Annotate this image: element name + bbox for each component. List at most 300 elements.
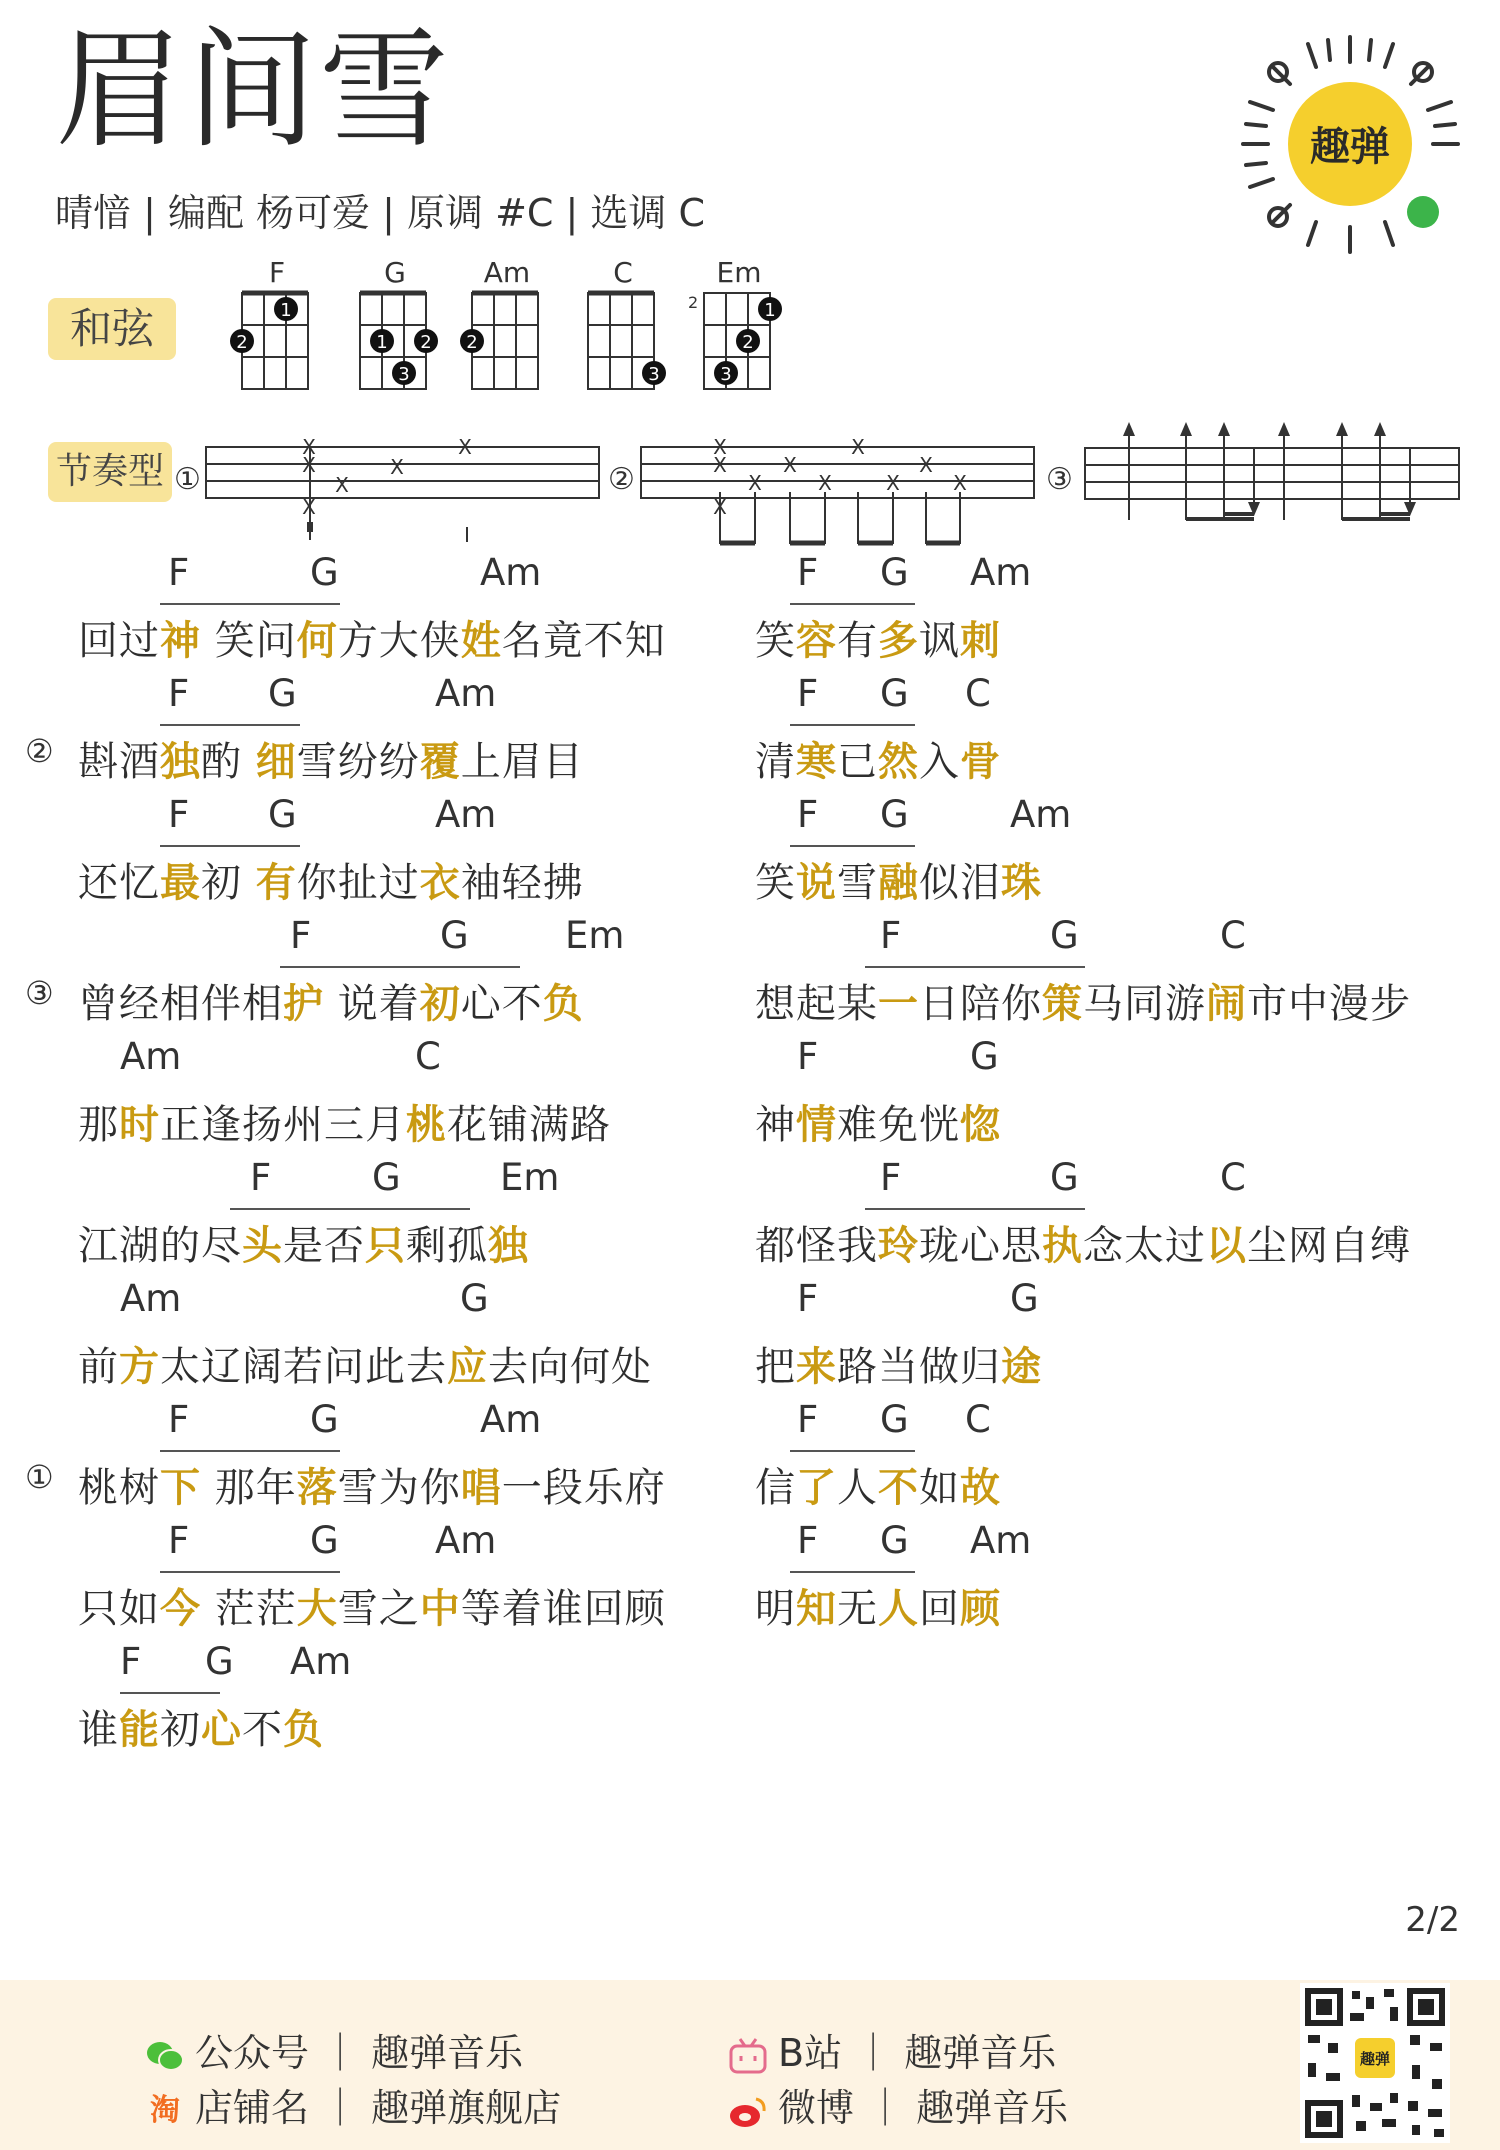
lyric-text [78, 1456, 666, 1513]
lyric-segment: 方大侠 [337, 618, 461, 664]
chord-diagram-f [222, 258, 332, 398]
chord-label: Am [120, 1277, 182, 1320]
lyric-accent: 珠 [1001, 860, 1042, 906]
chord-underline [865, 1208, 1085, 1210]
lyric-segment: 尘网自缚 [1247, 1223, 1411, 1269]
lyric-accent: 细 [255, 739, 297, 785]
chord-row [0, 1029, 720, 1085]
lyrics-column-right [755, 545, 1500, 1634]
lyric-accent: 惚 [960, 1102, 1001, 1148]
lyric-segment: 曾经相伴相 [78, 981, 283, 1027]
lyric-line [0, 908, 720, 1029]
chord-label: G [880, 551, 909, 594]
chord-label: F [797, 1035, 819, 1078]
chord-underline [790, 1450, 915, 1452]
lyric-accent: 最 [160, 860, 201, 906]
lyric-line [0, 787, 720, 908]
lyric-line [0, 1271, 720, 1392]
svg-text:2: 2 [466, 332, 478, 353]
chord-underline [160, 845, 300, 847]
chord-row [755, 787, 1500, 843]
chord-underline [160, 724, 300, 726]
lyric-segment: 桃树 [78, 1465, 160, 1511]
lyric-accent: 独 [160, 739, 201, 785]
lyric-line [755, 1392, 1500, 1513]
lyric-segment: 难免恍 [837, 1102, 960, 1148]
lyric-segment: 正逢扬州三月 [160, 1102, 406, 1148]
svg-text:X: X [335, 473, 349, 497]
lyric-accent: 有 [255, 860, 297, 906]
lyric-segment: 把 [755, 1344, 796, 1390]
chord-label: Am [970, 1519, 1032, 1562]
chord-underline [160, 1571, 340, 1573]
svg-text:X: X [713, 435, 727, 459]
lyric-accent: 负 [542, 981, 584, 1027]
lyric-accent: 只 [365, 1223, 406, 1269]
lyric-text [78, 1214, 529, 1271]
svg-text:趣弹: 趣弹 [1310, 124, 1390, 170]
lyric-segment: 那 [78, 1102, 119, 1148]
lyric-accent: 下 [160, 1465, 201, 1511]
lyric-text [755, 609, 1001, 666]
svg-text:3: 3 [648, 364, 660, 385]
lyric-accent: 闹 [1206, 981, 1247, 1027]
lyric-segment: 是否 [283, 1223, 365, 1269]
footer-weibo: 微博 ｜ 趣弹音乐 [728, 2077, 1068, 2132]
lyric-segment: 雪为你 [337, 1465, 461, 1511]
chord-label: Am [480, 551, 542, 594]
lyric-accent: 了 [796, 1465, 837, 1511]
chord-label: G [880, 793, 909, 836]
chord-row [755, 1271, 1500, 1327]
footer-shop: 淘 店铺名 ｜ 趣弹旗舰店 [145, 2077, 561, 2132]
chord-label: F [120, 1640, 142, 1683]
page-number: 2/2 [1405, 1900, 1460, 1940]
chord-row [0, 908, 720, 964]
lyric-text [78, 1698, 324, 1755]
chord-label: G [970, 1035, 999, 1078]
svg-text:X: X [851, 435, 865, 459]
lyric-segment: 明 [755, 1586, 796, 1632]
lyric-line [0, 1150, 720, 1271]
lyric-segment: 袖轻拂 [460, 860, 584, 906]
rhythm-pattern-3 [1084, 420, 1460, 534]
footer-wechat: 公众号 ｜ 趣弹音乐 [145, 2022, 523, 2077]
lyric-segment: 初 [160, 1707, 201, 1753]
lyric-line [0, 545, 720, 666]
svg-text:X: X [302, 495, 316, 519]
chord-label: Am [1010, 793, 1072, 836]
lyric-line [755, 1271, 1500, 1392]
chord-label: F [797, 1519, 819, 1562]
chord-label: G [880, 1519, 909, 1562]
chord-diagram-em [684, 258, 794, 398]
lyric-accent: 故 [960, 1465, 1001, 1511]
lyric-text [78, 730, 584, 787]
chord-label: C [965, 672, 991, 715]
section-marker: ① [25, 1458, 54, 1496]
song-meta: 晴愔 | 编配 杨可爱 | 原调 #C | 选调 C [55, 191, 706, 235]
chord-label: Am [435, 1519, 497, 1562]
chord-diagram-c [568, 258, 678, 398]
rhythm-badge: 节奏型 [48, 442, 172, 502]
lyric-accent: 人 [878, 1586, 919, 1632]
chords-badge: 和弦 [48, 298, 176, 360]
lyric-accent: 骨 [960, 739, 1001, 785]
svg-text:2: 2 [420, 332, 432, 353]
chord-underline [160, 1450, 340, 1452]
lyric-accent: 以 [1206, 1223, 1247, 1269]
chord-row [0, 666, 720, 722]
lyric-segment: 酌 [201, 739, 256, 785]
lyric-accent: 桃 [406, 1102, 447, 1148]
chord-row [0, 787, 720, 843]
song-title: 眉间雪 [55, 14, 452, 166]
chord-underline [230, 1208, 470, 1210]
lyric-accent: 护 [283, 981, 324, 1027]
chord-row [755, 1150, 1500, 1206]
lyric-text [755, 972, 1411, 1029]
lyric-segment: 回 [919, 1586, 960, 1632]
section-marker: ③ [25, 974, 54, 1012]
lyric-accent: 途 [1001, 1344, 1042, 1390]
footer-qr-code [1300, 1983, 1450, 2143]
lyric-segment: 神 [755, 1102, 796, 1148]
lyric-accent: 多 [878, 618, 919, 664]
svg-text:X: X [713, 495, 727, 519]
chord-row [0, 545, 720, 601]
chord-label: G [310, 1519, 339, 1562]
lyric-segment: 入 [919, 739, 960, 785]
lyric-segment: 去向何处 [488, 1344, 652, 1390]
chord-label: C [1220, 914, 1246, 957]
chord-diagram-name: Em [716, 256, 762, 289]
lyric-accent: 方 [119, 1344, 160, 1390]
lyric-accent: 说 [796, 860, 837, 906]
chord-label: G [460, 1277, 489, 1320]
lyric-accent: 容 [796, 618, 837, 664]
rhythm-number-1: ① [174, 462, 201, 497]
chord-row [0, 1513, 720, 1569]
lyric-segment: 等着谁回顾 [460, 1586, 666, 1632]
lyric-segment: 如 [919, 1465, 960, 1511]
lyric-text [755, 1456, 1001, 1513]
lyric-text [755, 1577, 1001, 1634]
lyric-text [78, 1093, 611, 1150]
chord-label: F [797, 793, 819, 836]
chord-label: F [168, 672, 190, 715]
lyric-segment: 斟酒 [78, 739, 160, 785]
chord-label: Em [500, 1156, 560, 1199]
chord-label: Am [435, 672, 497, 715]
qr-logo-text: 趣弹 [1359, 2050, 1391, 2068]
chord-label: C [1220, 1156, 1246, 1199]
lyric-text [78, 851, 584, 908]
miniprogram-qr-code [1238, 32, 1463, 257]
chord-label: G [268, 793, 297, 836]
lyric-segment: 说着 [324, 981, 420, 1027]
lyric-text [755, 1214, 1411, 1271]
chord-label: C [965, 1398, 991, 1441]
lyric-segment: 一段乐府 [501, 1465, 666, 1511]
chord-label: G [440, 914, 469, 957]
chord-label: F [168, 551, 190, 594]
chord-row [755, 908, 1500, 964]
chord-diagram-am [452, 258, 562, 398]
lyric-text [78, 609, 666, 666]
lyric-segment: 雪之 [337, 1586, 420, 1632]
lyric-segment: 心不 [460, 981, 543, 1027]
lyric-accent: 一 [878, 981, 919, 1027]
svg-text:2: 2 [236, 332, 248, 353]
chord-diagram-g [340, 258, 450, 398]
wechat-icon [145, 2036, 185, 2076]
chord-label: Em [565, 914, 625, 957]
lyric-text [755, 730, 1001, 787]
chord-underline [790, 1571, 915, 1573]
svg-text:1: 1 [764, 300, 776, 321]
lyric-segment: 都怪我 [755, 1223, 878, 1269]
lyric-segment: 想起某 [755, 981, 878, 1027]
chord-row [0, 1634, 720, 1690]
svg-text:X: X [458, 435, 472, 459]
lyric-segment: 笑问 [201, 618, 297, 664]
lyric-segment: 笑 [755, 860, 796, 906]
chord-underline [865, 966, 1085, 968]
chord-label: F [880, 914, 902, 957]
lyric-segment: 那年 [201, 1465, 297, 1511]
svg-text:X: X [390, 455, 404, 479]
chord-label: F [168, 1398, 190, 1441]
chord-underline [790, 724, 915, 726]
lyric-accent: 姓 [460, 618, 502, 664]
lyric-segment: 你扯过 [296, 860, 420, 906]
lyric-accent: 知 [796, 1586, 837, 1632]
svg-text:X: X [886, 471, 900, 495]
rhythm-pattern-1 [205, 432, 600, 556]
lyric-segment: 信 [755, 1465, 796, 1511]
chord-row [755, 1513, 1500, 1569]
lyric-segment: 还忆 [78, 860, 160, 906]
lyric-line [0, 1513, 720, 1634]
chord-label: G [205, 1640, 234, 1683]
chord-label: Am [480, 1398, 542, 1441]
chord-underline [120, 1692, 220, 1694]
lyric-text [78, 1335, 652, 1392]
footer-bilibili: B站 ｜ 趣弹音乐 [728, 2022, 1056, 2077]
lyric-accent: 刺 [960, 618, 1001, 664]
svg-text:X: X [818, 471, 832, 495]
lyric-segment: 笑 [755, 618, 796, 664]
lyric-accent: 应 [447, 1344, 488, 1390]
lyric-accent: 能 [119, 1707, 160, 1753]
chord-label: Am [120, 1035, 182, 1078]
chord-label: F [880, 1156, 902, 1199]
lyric-segment: 无 [837, 1586, 878, 1632]
lyric-line [755, 666, 1500, 787]
footer [0, 1980, 1500, 2150]
chord-underline [160, 603, 340, 605]
lyric-accent: 头 [242, 1223, 283, 1269]
svg-text:2: 2 [742, 332, 754, 353]
svg-text:X: X [783, 453, 797, 477]
svg-text:X: X [713, 453, 727, 477]
lyric-accent: 何 [296, 618, 338, 664]
chord-row [0, 1392, 720, 1448]
lyrics-column-left [0, 545, 720, 1755]
chord-underline [790, 845, 915, 847]
rhythm-number-3: ③ [1046, 462, 1073, 497]
chord-label: F [168, 1519, 190, 1562]
chord-row [755, 545, 1500, 601]
lyric-text [78, 1577, 666, 1634]
lyric-line [0, 666, 720, 787]
svg-text:X: X [953, 471, 967, 495]
lyric-segment: 市中漫步 [1247, 981, 1411, 1027]
lyric-segment: 念太过 [1083, 1223, 1206, 1269]
section-marker: ② [25, 732, 54, 770]
chord-underline [790, 603, 915, 605]
chord-label: G [310, 551, 339, 594]
chord-diagram-name: C [613, 256, 633, 289]
lyric-accent: 执 [1042, 1223, 1083, 1269]
lyric-segment: 前 [78, 1344, 119, 1390]
lyric-accent: 唱 [460, 1465, 502, 1511]
bilibili-icon [728, 2036, 768, 2076]
svg-text:X: X [748, 471, 762, 495]
chord-label: F [797, 672, 819, 715]
chord-label: F [290, 914, 312, 957]
chord-label: G [1050, 1156, 1079, 1199]
lyric-line [755, 787, 1500, 908]
lyric-segment: 只如 [78, 1586, 160, 1632]
chord-row [0, 1150, 720, 1206]
lyric-text [755, 1093, 1001, 1150]
lyric-accent: 神 [160, 618, 201, 664]
chord-label: G [372, 1156, 401, 1199]
chord-diagram-name: Am [483, 256, 531, 289]
lyric-line [0, 1392, 720, 1513]
chord-diagram-name: F [268, 256, 286, 289]
lyric-accent: 衣 [419, 860, 461, 906]
lyric-segment: 雪 [837, 860, 878, 906]
chord-label: G [310, 1398, 339, 1441]
chord-label: F [797, 551, 819, 594]
chord-row [0, 1271, 720, 1327]
chord-label: Am [290, 1640, 352, 1683]
lyric-segment: 回过 [78, 618, 160, 664]
chord-label: F [250, 1156, 272, 1199]
lyric-line [755, 1150, 1500, 1271]
lyric-text [755, 851, 1042, 908]
lyric-segment: 茫茫 [201, 1586, 297, 1632]
chord-label: F [797, 1398, 819, 1441]
lyric-segment: 似泪 [919, 860, 1001, 906]
lyric-accent: 今 [160, 1586, 201, 1632]
lyric-accent: 玲 [878, 1223, 919, 1269]
chord-label: G [1050, 914, 1079, 957]
lyric-segment: 有 [837, 618, 878, 664]
lyric-accent: 寒 [796, 739, 837, 785]
lyric-segment: 人 [837, 1465, 878, 1511]
lyric-line [755, 908, 1500, 1029]
lyric-accent: 落 [296, 1465, 338, 1511]
lyric-segment: 已 [837, 739, 878, 785]
lyric-text [755, 1335, 1042, 1392]
lyric-segment: 初 [201, 860, 256, 906]
lyric-segment: 日陪你 [919, 981, 1042, 1027]
rhythm-number-2: ② [608, 462, 635, 497]
lyric-line [755, 545, 1500, 666]
lyric-accent: 独 [488, 1223, 529, 1269]
lyric-accent: 不 [878, 1465, 919, 1511]
lyric-text [78, 972, 584, 1029]
lyric-segment: 剩孤 [406, 1223, 488, 1269]
lyric-accent: 心 [201, 1707, 242, 1753]
fret-position-marker: 2 [688, 293, 699, 312]
lyric-accent: 负 [283, 1707, 324, 1753]
lyric-accent: 顾 [960, 1586, 1001, 1632]
lyric-segment: 太辽阔若问此去 [160, 1344, 447, 1390]
lyric-accent: 覆 [419, 739, 461, 785]
lyric-segment: 不 [242, 1707, 283, 1753]
lyric-segment: 江湖的尽 [78, 1223, 242, 1269]
taobao-icon: 淘 [150, 2092, 180, 2128]
lyric-accent: 然 [878, 739, 919, 785]
svg-text:3: 3 [720, 364, 732, 385]
lyric-accent: 融 [878, 860, 919, 906]
weibo-icon [728, 2091, 768, 2131]
chord-label: G [880, 1398, 909, 1441]
lyric-segment: 花铺满路 [447, 1102, 611, 1148]
chord-label: Am [435, 793, 497, 836]
svg-text:X: X [302, 453, 316, 477]
lyric-line [755, 1029, 1500, 1150]
chord-row [755, 1029, 1500, 1085]
lyric-segment: 马同游 [1083, 981, 1206, 1027]
chord-label: G [1010, 1277, 1039, 1320]
rhythm-pattern-2 [640, 432, 1035, 556]
lyric-line [0, 1634, 720, 1755]
lyric-segment: 谁 [78, 1707, 119, 1753]
chord-label: G [880, 672, 909, 715]
chord-diagram-name: G [384, 256, 406, 289]
svg-text:X: X [302, 435, 316, 459]
svg-text:3: 3 [398, 364, 410, 385]
lyric-accent: 大 [296, 1586, 338, 1632]
lyric-accent: 策 [1042, 981, 1083, 1027]
lyric-line [0, 1029, 720, 1150]
lyric-segment: 讽 [919, 618, 960, 664]
lyric-segment: 名竟不知 [501, 618, 666, 664]
chord-row [755, 666, 1500, 722]
lyric-accent: 时 [119, 1102, 160, 1148]
chord-row [755, 1392, 1500, 1448]
lyric-segment: 清 [755, 739, 796, 785]
svg-text:1: 1 [376, 332, 388, 353]
chord-underline [280, 966, 520, 968]
chord-label: Am [970, 551, 1032, 594]
lyric-accent: 情 [796, 1102, 837, 1148]
chord-label: F [797, 1277, 819, 1320]
svg-text:1: 1 [280, 300, 292, 321]
lyric-segment: 上眉目 [460, 739, 584, 785]
lyric-segment: 雪纷纷 [296, 739, 420, 785]
lyrics-area [0, 545, 1500, 1775]
chord-label: G [268, 672, 297, 715]
lyric-accent: 初 [419, 981, 461, 1027]
lyric-segment: 路当做归 [837, 1344, 1001, 1390]
